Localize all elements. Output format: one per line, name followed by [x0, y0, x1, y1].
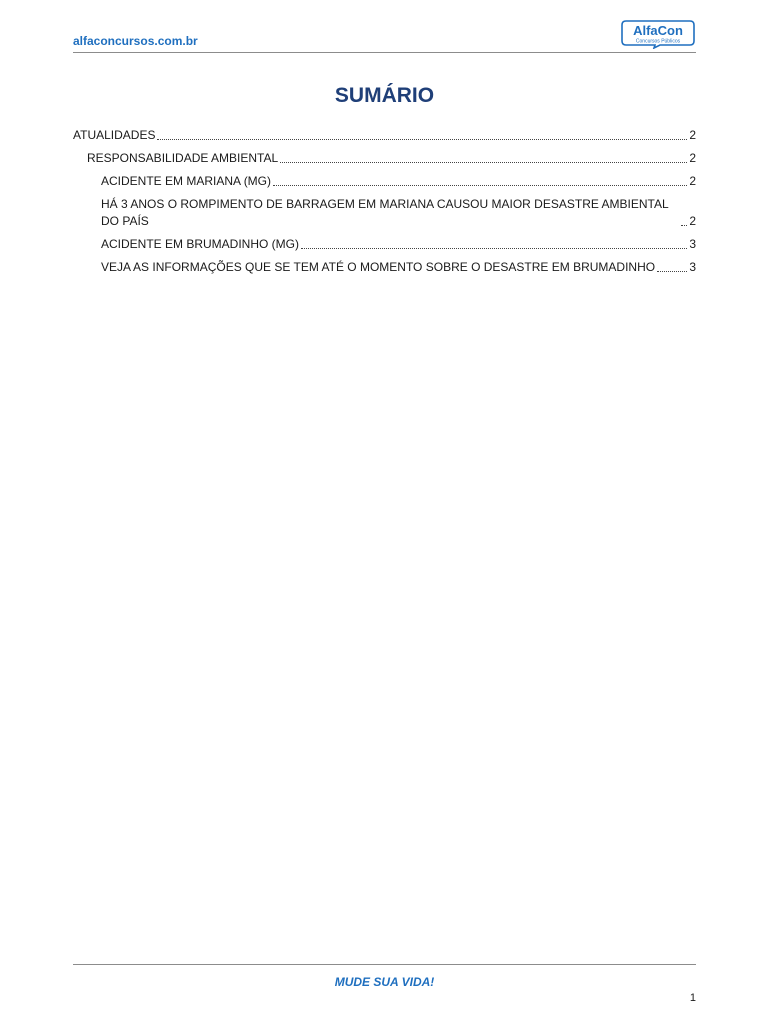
toc-entry[interactable]: [73, 127, 696, 144]
toc-dot-leader: [657, 271, 687, 272]
toc-entry[interactable]: [73, 259, 696, 276]
logo-text: AlfaCon: [633, 23, 683, 38]
table-of-contents: [73, 127, 696, 282]
toc-dot-leader: [681, 225, 687, 226]
toc-entry-title: RESPONSABILIDADE AMBIENTAL: [87, 151, 279, 165]
footer-slogan: MUDE SUA VIDA!: [334, 975, 435, 989]
header-divider: [73, 52, 696, 53]
toc-entry-page-number: 3: [689, 260, 696, 274]
toc-entry-title: VEJA AS INFORMAÇÕES QUE SE TEM ATÉ O MOMENTO SOBRE O DESASTRE EM BRUMADINHO: [101, 260, 656, 274]
toc-dot-leader: [280, 162, 687, 163]
toc-entry[interactable]: [73, 173, 696, 190]
toc-entry-title: ACIDENTE EM MARIANA (MG): [101, 174, 272, 188]
toc-entry-page-number: 2: [689, 214, 696, 228]
site-url-link[interactable]: alfaconcursos.com.br: [73, 34, 198, 48]
toc-entry[interactable]: [73, 196, 696, 230]
toc-entry-title: ACIDENTE EM BRUMADINHO (MG): [101, 237, 299, 251]
page-title: SUMÁRIO: [334, 84, 435, 107]
toc-dot-leader: [273, 185, 687, 186]
toc-entry[interactable]: [73, 150, 696, 167]
toc-entry-page-number: 2: [689, 128, 696, 142]
toc-entry-title: ATUALIDADES: [73, 128, 156, 142]
toc-dot-leader: [157, 139, 687, 140]
toc-entry-page-number: 2: [689, 151, 696, 165]
toc-entry-page-number: 2: [689, 174, 696, 188]
toc-entry-title: HÁ 3 ANOS O ROMPIMENTO DE BARRAGEM EM MARIANA CAUSOU MAIOR DESASTRE AMBIENTAL DO PAÍS: [101, 197, 669, 228]
page-number: 1: [689, 992, 696, 1004]
toc-entry[interactable]: [73, 236, 696, 253]
toc-dot-leader: [301, 248, 687, 249]
logo-subtext: Concursos Públicos: [635, 38, 681, 45]
alfacon-logo: [620, 19, 696, 49]
footer-divider: [73, 964, 696, 965]
toc-entry-page-number: 3: [689, 237, 696, 251]
